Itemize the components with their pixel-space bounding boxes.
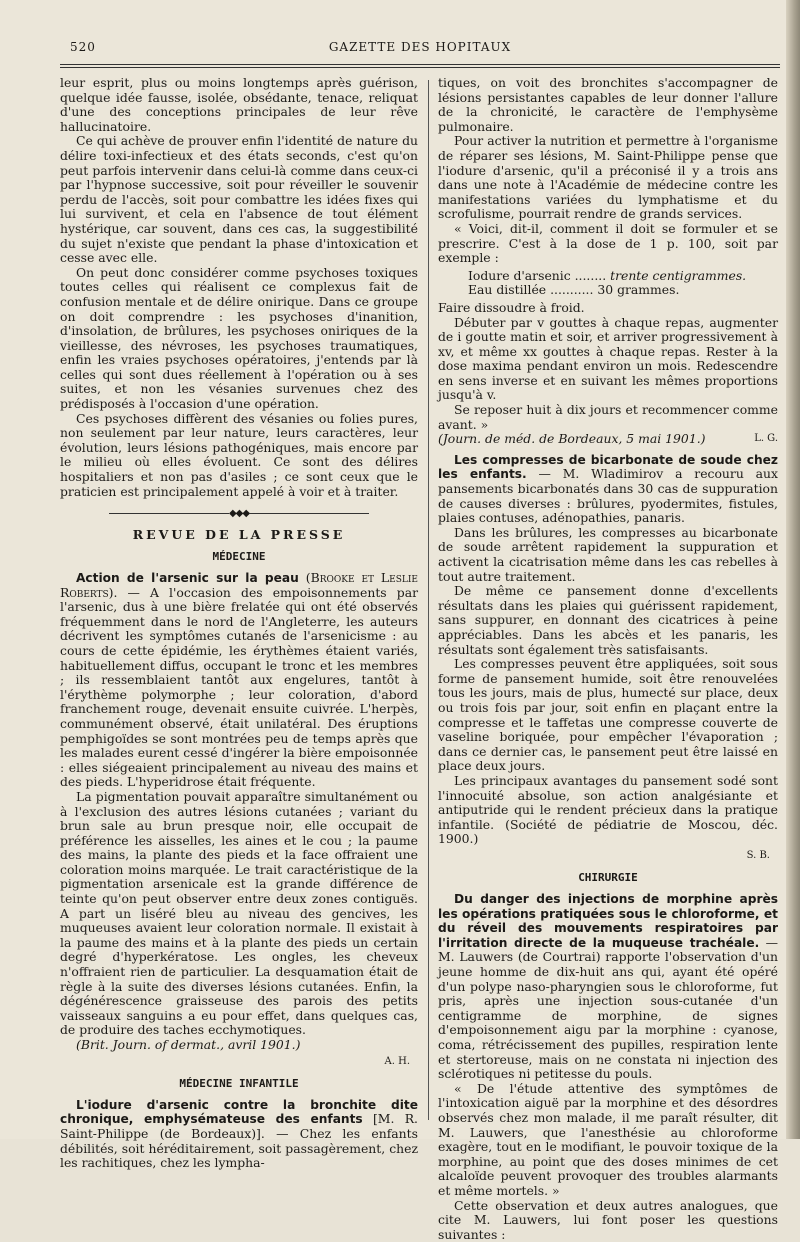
recipe-item-name: Eau distillée ...........: [468, 282, 594, 298]
article-title: Du danger des injections de morphine après les opérations pratiquées sous le chloroforme, et du réveil des mouvements respiratoires par l'irritation directe de la muqueuse trachéale.: [438, 892, 778, 950]
left-column: [60, 76, 418, 1171]
section-medecine: MÉDECINE: [212, 550, 266, 564]
paragraph: « De l'étude attentive des symptômes de l'intoxication aiguë par la morphine et des désordres observés chez mon malade, il me paraît résulter, dit M. Lauwers, que l'anesthésie au chloroforme exagère, tout en le modifiant, le pouvoir toxique de la morphine, au point que des doses minimes de cet alcaloïde peuvent provoquer des troubles alarmants et même mortels. »: [438, 1080, 778, 1198]
article-source: (Brit. Journ. of dermat., avril 1901.): [76, 1037, 301, 1052]
article-title: Action de l'arsenic sur la peau: [76, 571, 299, 585]
journal-title: GAZETTE DES HOPITAUX: [328, 40, 512, 54]
article-text: — A l'occasion des empoisonnements par l'arsenic, dus à une bière frelatée qui ont été observés fréquemment dans le nord de l'Angleterre, les auteurs décrivent les symptômes cutanés de l'arsenicisme : au cours de cette épidémie, les érythèmes étaient variés, habituellement diffus, occupant le tronc et les membres ; ils ressemblaient tantôt aux engelures, tantôt à l'érythème polymorphe ; leur coloration, d'abord franchement rouge, devenait ensuite cuivrée. L'herpès, communément observé, était unilatéral. Des éruptions pemphigoïdes se sont montrées peu de temps après que les malades eurent cessé d'ingérer la bière empoisonnée : elles siégeaient principalement au niveau des mains et des pieds. L'hyperidrose était fréquente.: [60, 584, 418, 790]
recipe-item-name: Iodure d'arsenic ........: [468, 267, 607, 283]
paragraph: Se reposer huit à dix jours et recommencer comme avant. »: [438, 402, 778, 432]
paragraph: Les compresses peuvent être appliquées, soit sous forme de pansement humide, soit être renouvelées tous les jours, mais de plus, humecté sur place, deux ou trois fois par jour, soit enfin en plaçant entre la compresse et le taffetas une compresse couverte de vaseline boriquée, pour empêcher l'évaporation ; dans ce dernier cas, le pansement peut être laissé en place deux jours.: [438, 656, 778, 774]
section-separator: ◆◆◆: [60, 507, 418, 522]
paragraph: « Voici, dit-il, comment il doit se formuler et se prescrire. C'est à la dose de 1 p. 100, soit par exemple :: [438, 220, 778, 266]
article-text: — Chez les enfants débilités, soit héréditairement, soit passagèrement, chez les rachitiques, chez les lympha-: [60, 1125, 418, 1171]
paragraph: tiques, on voit des bronchites s'accompagner de lésions persistantes capables de leur donner l'allure de la chronicité, le caractère de l'emphysème pulmonaire.: [438, 75, 778, 134]
article-signature: S. B.: [746, 849, 770, 861]
article-title: L'iodure d'arsenic contre la bronchite dite chronique, emphysémateuse des enfants: [60, 1097, 418, 1127]
article-authors: [M. R. Saint-Philippe (de Bordeaux)].: [60, 1111, 418, 1141]
article-source: (Journ. de méd. de Bordeaux, 5 mai 1901.) L. G.: [438, 431, 778, 447]
page-header: [60, 40, 780, 60]
paragraph: Pour activer la nutrition et permettre à l'organisme de réparer ses lésions, M. Saint-Philippe pense que l'iodure d'arsenic, qu'il a préconisé il y a trois ans dans une note à l'Académie de médecine contre les manifestations variées du lymphatisme et du scrofulisme, pourrait rendre de grands services.: [438, 133, 778, 222]
header-rule: [60, 64, 780, 65]
paragraph: De même ce pansement donne d'excellents résultats dans les plaies qui guérissent rapidement, sans suppurer, en donnant des cicatrices à peine appréciables. Dans les abcès et les panaris, les résultats sont également très satisfaisants.: [438, 583, 778, 657]
header-rule-2: [60, 67, 780, 68]
recipe-item-qty: trente centigrammes.: [610, 267, 747, 283]
revue-heading: REVUE DE LA PRESSE: [132, 526, 346, 542]
right-column: [438, 76, 778, 1242]
paragraph: Ce qui achève de prouver enfin l'identité de nature du délire toxi-infectieux et des états seconds, c'est qu'on peut parfois intervenir dans celui-là comme dans ceux-ci par l'hypnose successive, soit pour réveiller le souvenir perdu de l'accès, soit pour combattre les idées fixes qui lui survivent, et cela en l'absence de tout élément hystérique, car souvent, dans ces cas, la suggestibilité du sujet n'existe que pendant la phase d'intoxication et cesse avec elle.: [60, 133, 418, 266]
paragraph: Dans les brûlures, les compresses au bicarbonate de soude arrêtent rapidement la suppuration et activent la cicatrisation même dans les cas rebelles à tout autre traitement.: [438, 524, 778, 584]
article-title: Les compresses de bicarbonate de soude chez les enfants.: [438, 452, 778, 482]
column-divider: [428, 80, 429, 1120]
paragraph: Cette observation et deux autres analogues, que cite M. Lauwers, lui font poser les questions suivantes :: [438, 1197, 778, 1242]
paragraph: Débuter par v gouttes à chaque repas, augmenter de i goutte matin et soir, et arriver progressivement à xv, et même xx gouttes à chaque repas. Rester à la dose maxima pendant environ un mois. Redescendre en sens inverse et en suivant les mêmes proportions jusqu'à v.: [438, 314, 778, 403]
recipe: [468, 269, 778, 298]
paragraph: La pigmentation pouvait apparaître simultanément ou à l'exclusion des autres lésions cutanées ; variant du brun sale au brun presque noir, elle occupait de préférence les aisselles, les aines et le cou ; la paume des mains, la plante des pieds et la face offraient une coloration moins marquée. Le trait caractéristique de la pigmentation arsenicale est la grande différence de teinte qu'on peut observer entre deux zones contiguës. A part un liséré bleu au niveau des gencives, les muqueuses avaient leur coloration normale. Il existait à la paume des mains et à la plante des pieds un certain degré d'hyperkératose. Les ongles, les cheveux n'offraient rien de particulier. La desquamation était de règle à la suite des diverses lésions cutanées. Enfin, la dégénérescence graisseuse des parois des petits vaisseaux sanguins a eu pour effet, dans quelques cas, de produire des taches ecchymotiques.: [60, 788, 418, 1038]
page-number: 520: [70, 40, 96, 54]
article-authors: (Brooke et Leslie Roberts).: [60, 570, 418, 600]
recipe-note: Faire dissoudre à froid.: [438, 299, 585, 315]
page-spine-shadow: [786, 0, 800, 1139]
recipe-item-qty: 30 grammes.: [597, 282, 680, 298]
paragraph: Les principaux avantages du pansement sodé sont l'innocuité absolue, son action analgésiante et antiputride qui le rendent précieux dans la pratique infantile. (Société de pédiatrie de Moscou, déc. 1900.): [438, 772, 778, 847]
article-signature: A. H.: [384, 1055, 410, 1067]
article-text: — M. Lauwers (de Courtrai) rapporte l'observation d'un jeune homme de dix-huit ans qui, ayant été opéré d'un polype naso-pharyngien sous le chloroforme, fut pris, après une injection sous-cutanée d'un centigramme de morphine, de signes d'empoisonnement aigu par la morphine : cyanose, coma, rétrécissement des pupilles, respiration lente et stertoreuse, mais on ne constata ni injection des sclérotiques ni petitesse du pouls.: [438, 934, 778, 1082]
paragraph: Ces psychoses diffèrent des vésanies ou folies pures, non seulement par leur nature, leurs caractères, leur évolution, leurs lésions pathogéniques, mais encore par le milieu où elles évoluent. Ce sont des délires hospitaliers et non pas d'asiles ; ce sont ceux que le praticien est principalement appelé à voir et à traiter.: [60, 410, 418, 499]
section-chirurgie: CHIRURGIE: [578, 871, 638, 885]
paragraph: leur esprit, plus ou moins longtemps après guérison, quelque idée fausse, isolée, obsédante, tenace, reliquat d'une des conceptions principales de leur rêve hallucinatoire.: [60, 75, 418, 134]
article-text: — M. Wladimirov a recouru aux pansements bicarbonatés dans 30 cas de suppuration de causes diverses : brûlures, pyodermites, fistules, plaies contuses, adénopathies, panaris.: [438, 466, 778, 526]
section-medecine-infantile: MÉDECINE INFANTILE: [179, 1077, 299, 1091]
paragraph: On peut donc considérer comme psychoses toxiques toutes celles qui réalisent ce complexus fait de confusion mentale et de délire onirique. Dans ce groupe on doit comprendre : les psychoses d'inanition, d'insolation, de brûlures, les psychoses oniriques de la vieillesse, des névroses, les psychoses traumatiques, enfin les vraies psychoses opératoires, j'entends par là celles qui sont dues réellement à l'opération ou à ses suites, et non les vésanies survenues chez des prédisposés à l'occasion d'une opération.: [60, 264, 418, 412]
